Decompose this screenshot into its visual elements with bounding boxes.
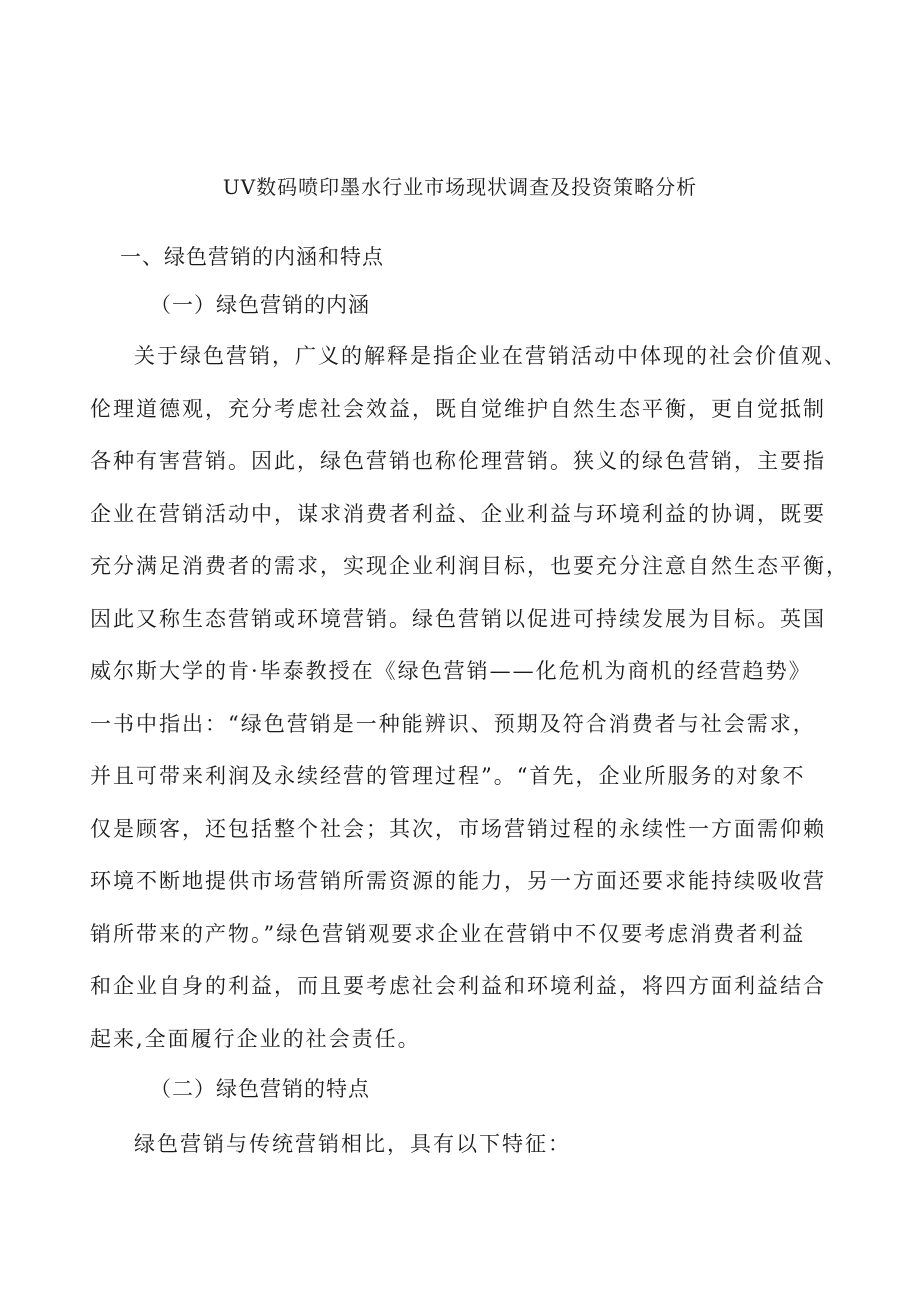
paragraph-line: 伦理道德观，充分考虑社会效益，既自觉维护自然生态平衡，更自觉抵制 [90, 396, 826, 421]
paragraph-line: 各种有害营销。因此，绿色营销也称伦理营销。狭义的绿色营销，主要指 [90, 449, 826, 473]
paragraph-line: 销所带来的产物。”绿色营销观要求企业在营销中不仅要考虑消费者利益 [90, 921, 806, 946]
paragraph-line: 和企业自身的利益，而且要考虑社会利益和环境利益，将四方面利益结合 [90, 974, 826, 998]
paragraph-line: 威尔斯大学的肯·毕泰教授在《绿色营销——化危机为商机的经营趋势》 [90, 659, 812, 683]
subsection-heading-1: （一）绿色营销的内涵 [150, 293, 370, 317]
section-heading: 一、绿色营销的内涵和特点 [120, 245, 384, 269]
paragraph-line: 充分满足消费者的需求，实现企业利润目标，也要充分注意自然生态平衡， [90, 554, 849, 578]
paragraph-green-marketing-features: 绿色营销与传统营销相比，具有以下特征： [134, 1132, 571, 1156]
subsection-heading-2: （二）绿色营销的特点 [150, 1077, 370, 1101]
paragraph-line: 并且可带来利润及永续经营的管理过程”。“首先，企业所服务的对象不 [90, 764, 806, 788]
paragraph-line: 因此又称生态营销或环境营销。绿色营销以促进可持续发展为目标。英国 [90, 606, 826, 631]
paragraph-line: 关于绿色营销，广义的解释是指企业在营销活动中体现的社会价值观、 [134, 344, 847, 368]
paragraph-green-marketing-connotation [90, 341, 870, 1076]
document-title: UV数码喷印墨水行业市场现状调查及投资策略分析 [222, 175, 698, 199]
paragraph-line: 仅是顾客，还包括整个社会；其次，市场营销过程的永续性一方面需仰赖 [90, 816, 826, 841]
paragraph-line: 一书中指出：“绿色营销是一种能辨识、预期及符合消费者与社会需求， [90, 711, 816, 736]
paragraph-line: 企业在营销活动中，谋求消费者利益、企业利益与环境利益的协调，既要 [90, 501, 826, 526]
paragraph-line: 环境不断地提供市场营销所需资源的能力，另一方面还要求能持续吸收营 [90, 869, 826, 893]
paragraph-line: 起来,全面履行企业的社会责任。 [90, 1026, 421, 1051]
